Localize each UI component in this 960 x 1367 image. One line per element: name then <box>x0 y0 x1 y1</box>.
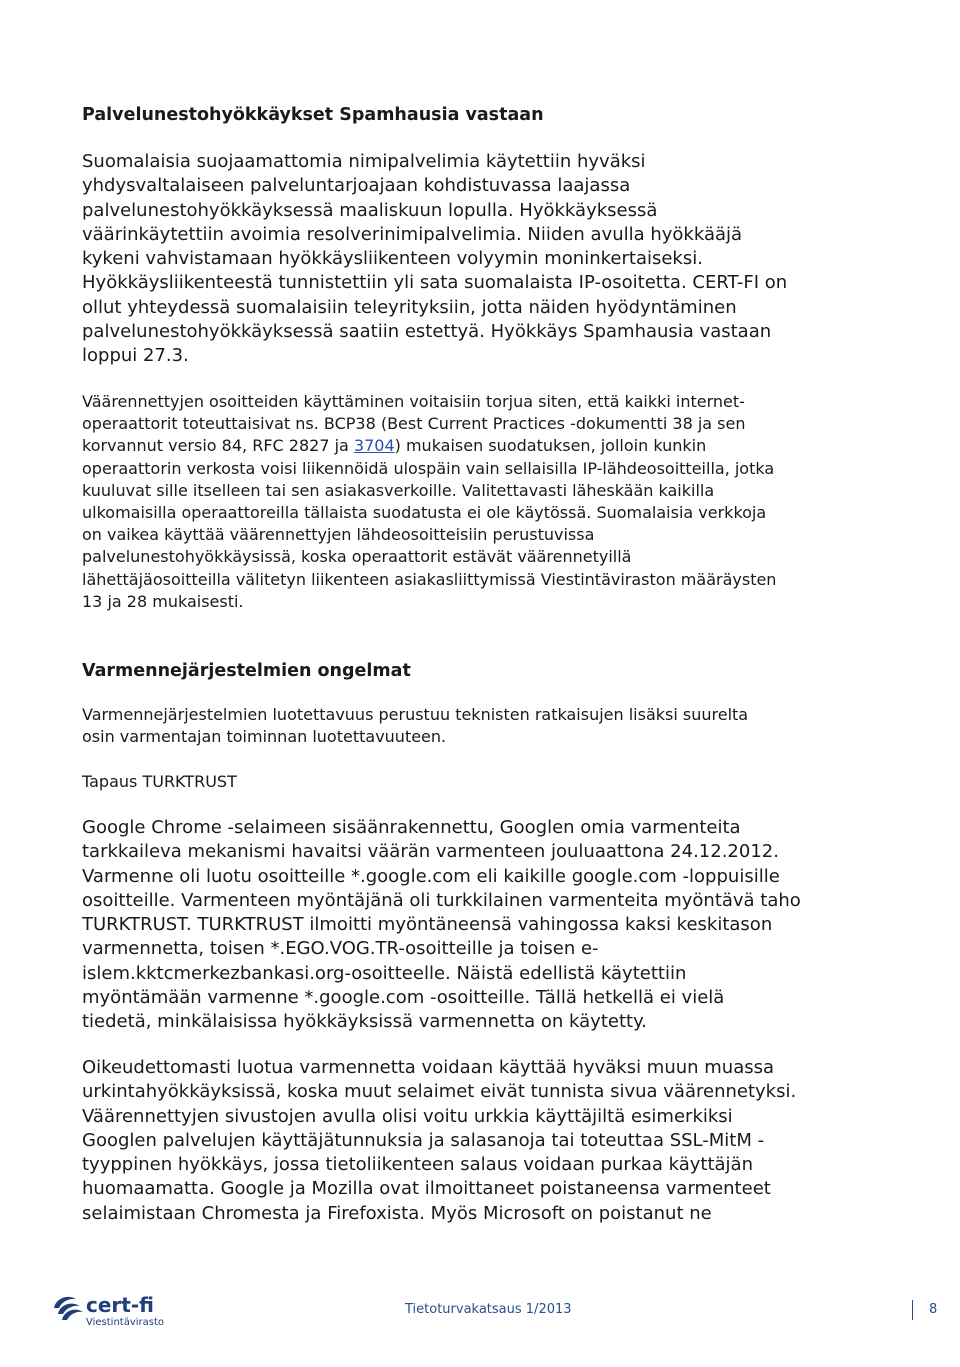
paragraph-certificate-trust <box>82 704 882 748</box>
text-line: varmennetta, toisen *.EGO.VOG.TR-osoitteille ja toisen e- <box>82 938 599 960</box>
text-line: ollut yhteydessä suomalaisiin teleyrityksiin, jotta näiden hyödyntäminen <box>82 296 737 318</box>
footer-divider <box>912 1300 913 1320</box>
text-line: loppui 27.3. <box>82 345 189 367</box>
text-line: väärinkäytettiin avoimia resolverinimipalvelimia. Niiden avulla hyökkääjä <box>82 223 743 245</box>
text-line: kykeni vahvistamaan hyökkäysliikenteen volyymin moninkertaiseksi. <box>82 248 703 270</box>
section-heading-spamhaus: Palvelunestohyökkäykset Spamhausia vastaan <box>82 105 544 125</box>
logo-subtext: Viestintävirasto <box>86 1317 165 1328</box>
text-line: tyyppinen hyökkäys, jossa tietoliikenteen salaus voidaan purkaa käyttäjän <box>82 1154 753 1176</box>
text-line: Suomalaisia suojaamattomia nimipalvelimia käytettiin hyväksi <box>82 151 646 172</box>
text-line-with-link <box>82 435 882 457</box>
text-line: palvelunestohyökkäyksessä maaliskuun lopulla. Hyökkäyksessä <box>82 199 658 221</box>
text-line: palvelunestohyökkäysissä, koska operaattorit estävät väärennetyillä <box>82 547 632 567</box>
rfc-3704-link[interactable]: 3704 <box>353 436 395 456</box>
logo-mark-icon <box>54 1297 83 1320</box>
text-line: Googlen palvelujen käyttäjätunnuksia ja salasanoja tai toteuttaa SSL-MitM - <box>82 1129 765 1151</box>
text-line: TURKTRUST. TURKTRUST ilmoitti myöntäneensä vahingossa kaksi keskitason <box>82 914 773 936</box>
text-line: huomaamatta. Google ja Mozilla ovat ilmoittaneet poistaneensa varmenteet <box>82 1178 771 1200</box>
text-line: osin varmentajan toiminnan luotettavuuteen. <box>82 727 447 747</box>
text-line: myöntämään varmenne *.google.com -osoitteille. Tällä hetkellä ei vielä <box>82 987 725 1009</box>
text-fragment: korvannut versio 84, RFC 2827 ja <box>82 436 354 456</box>
paragraph-turktrust <box>82 816 882 1035</box>
page-footer <box>0 1288 960 1338</box>
text-line: Väärennettyjen sivustojen avulla olisi voitu urkkia käyttäjiltä esimerkiksi <box>82 1105 733 1127</box>
text-line: selaimistaan Chromesta ja Firefoxista. Myös Microsoft on poistanut ne <box>82 1202 712 1224</box>
cert-fi-logo <box>50 1290 200 1330</box>
text-line: 13 ja 28 mukaisesti. <box>82 591 244 611</box>
text-line: kuuluvat sille itselleen tai sen asiakasverkoille. Valitettavasti läheskään kaikilla <box>82 480 715 500</box>
text-line: lähettäjäosoitteilla välitetyn liikenteen asiakasliittymissä Viestintäviraston määräysten <box>82 569 777 589</box>
case-title <box>82 771 882 793</box>
text-line: on vaikea käyttää väärennettyjen lähdeosoitteisiin perustuvissa <box>82 525 595 545</box>
text-line: palvelunestohyökkäyksessä saatiin estettyä. Hyökkäys Spamhausia vastaan <box>82 321 772 343</box>
text-line: urkintahyökkäyksissä, koska muut selaimet eivät tunnista sivua väärennetyksi. <box>82 1081 797 1103</box>
text-line: Tapaus TURKTRUST <box>82 772 237 791</box>
paragraph-bcp38 <box>82 391 882 613</box>
text-line: Varmenne oli luotu osoitteille *.google.com eli kaikille google.com -loppuisille <box>82 865 780 887</box>
paragraph-misuse <box>82 1056 882 1226</box>
text-line: osoitteille. Varmenteen myöntäjänä oli turkkilainen varmenteita myöntävä taho <box>82 889 801 911</box>
text-line: Hyökkäysliikenteestä tunnistettiin yli sata suomalaista IP-osoitetta. CERT-FI on <box>82 272 788 294</box>
paragraph-spamhaus-attack <box>82 150 882 369</box>
publication-title: Tietoturvakatsaus 1/2013 <box>405 1302 572 1317</box>
text-line: operaattorin verkosta voisi liikennöidä ulospäin vain sellaisilla IP-lähdeosoitteilla, jotka <box>82 458 775 478</box>
text-line: tarkkaileva mekanismi havaitsi väärän varmenteen jouluaattona 24.12.2012. <box>82 841 779 863</box>
text-line: Google Chrome -selaimeen sisäänrakennettu, Googlen omia varmenteita <box>82 817 741 838</box>
page-number: 8 <box>929 1302 938 1317</box>
text-line: islem.kktcmerkezbankasi.org-osoitteelle. Näistä edellistä käytettiin <box>82 962 687 984</box>
text-fragment: ) mukaisen suodatuksen, jolloin kunkin <box>394 436 707 456</box>
text-line: ulkomaisilla operaattoreilla tällaista suodatusta ei ole käytössä. Suomalaisia verkkoja <box>82 503 767 523</box>
text-line: yhdysvaltalaiseen palveluntarjoajaan kohdistuvassa laajassa <box>82 175 631 197</box>
text-line: tiedetä, minkälaisissa hyökkäyksissä varmennetta on käytetty. <box>82 1011 647 1033</box>
text-line: Varmennejärjestelmien luotettavuus perustuu teknisten ratkaisujen lisäksi suurelta <box>82 705 749 724</box>
text-line: Oikeudettomasti luotua varmennetta voidaan käyttää hyväksi muun muassa <box>82 1057 775 1078</box>
text-line: Väärennettyjen osoitteiden käyttäminen voitaisiin torjua siten, että kaikki internet- <box>82 392 745 411</box>
section-heading-certificates: Varmennejärjestelmien ongelmat <box>82 661 411 681</box>
logo-wordmark: cert-fi <box>86 1293 154 1317</box>
text-line: operaattorit toteuttaisivat ns. BCP38 (Best Current Practices -dokumentti 38 ja sen <box>82 414 746 434</box>
